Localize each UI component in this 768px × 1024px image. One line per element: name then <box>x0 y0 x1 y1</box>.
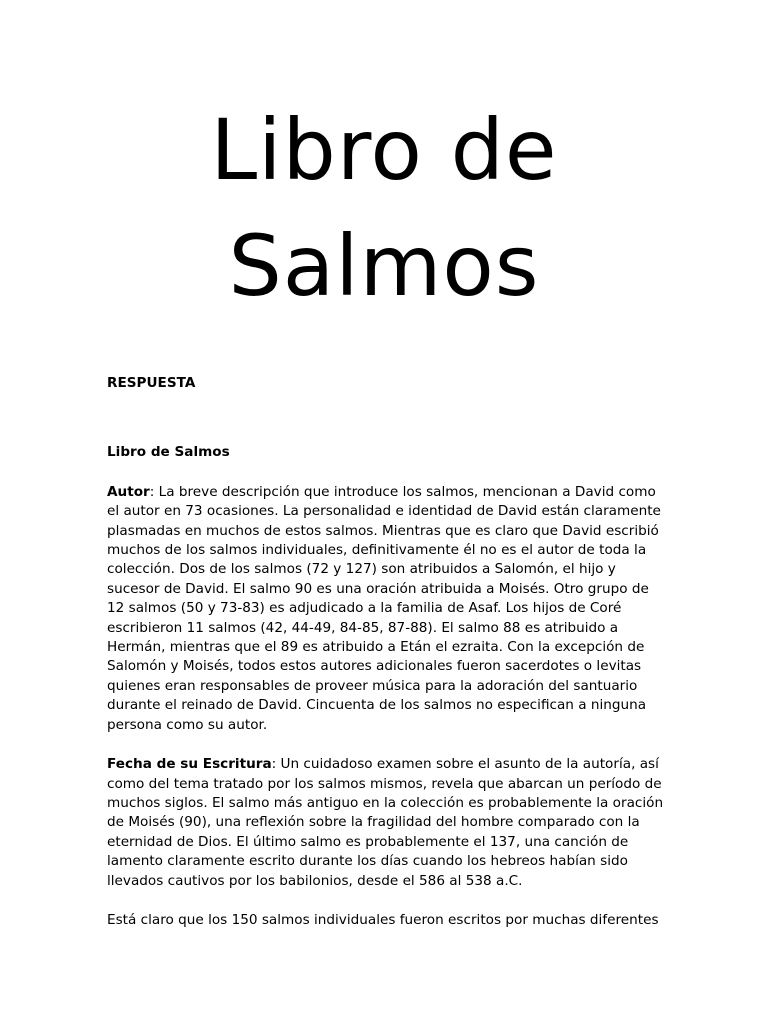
fecha-paragraph <box>107 755 667 891</box>
fecha-text: : Un cuidadoso examen sobre el asunto de la autoría, así como del tema tratado por los salmos mismos, revela que abarcan un período de muchos siglos. El salmo más antiguo en la colección es probablemente la oración de Moisés (90), una reflexión sobre la fragilidad del hombre comparado con la eternidad de Dios. El último salmo es probablemente el 137, una canción de lamento claramente escrito durante los días cuando los hebreos habían sido llevados cautivos por los babilonios, desde el 586 al 538 a.C. <box>107 756 664 889</box>
autor-label: Autor <box>107 483 150 500</box>
title-line-2: Salmos <box>228 217 540 315</box>
respuesta-label: RESPUESTA <box>107 375 196 391</box>
autor-text: : La breve descripción que introduce los salmos, mencionan a David como el autor en 73 ocasiones. La personalidad e identidad de David están claramente plasmadas en muchos de estos salmos. Mientras que es claro que David escribió muchos de los salmos individuales, definitivamente él no es el autor de toda la colección. Dos de los salmos (72 y 127) son atribuidos a Salomón, el hijo y sucesor de David. El salmo 90 es una oración atribuida a Moisés. Otro grupo de 12 salmos (50 y 73-83) es adjudicado a la familia de Asaf. Los hijos de Coré escribieron 11 salmos (42, 44-49, 84-85, 87-88). El salmo 88 es atribuido a Hermán, mientras que el 89 es atribuido a Etán el ezraita. Con la excepción de Salomón y Moisés, todos estos autores adicionales fueron sacerdotes o levitas quienes eran responsables de proveer música para la adoración del santuario durante el reinado de David. Cincuenta de los salmos no especifican a ninguna persona como su autor. <box>107 483 661 733</box>
document-body <box>107 374 667 950</box>
title-line-1: Libro de <box>210 101 558 199</box>
document-title <box>0 92 768 324</box>
last-paragraph: Está claro que los 150 salmos individuales fueron escritos por muchas diferentes <box>107 911 659 928</box>
fecha-label: Fecha de su Escritura <box>107 756 272 773</box>
autor-paragraph <box>107 483 667 735</box>
section-heading: Libro de Salmos <box>107 444 230 461</box>
